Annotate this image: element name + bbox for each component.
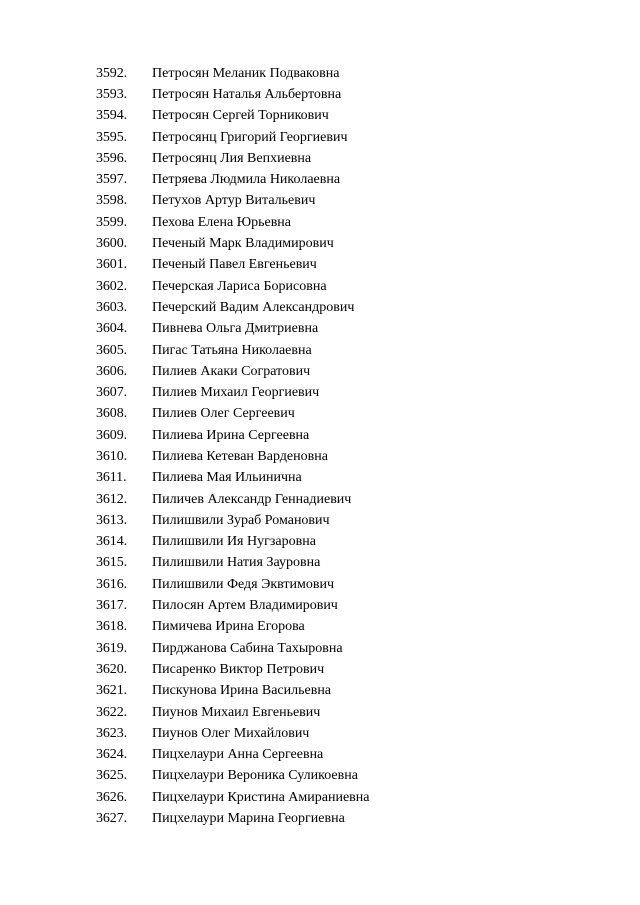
list-item — [96, 255, 370, 276]
entry-number: 3594. — [96, 108, 128, 124]
list-item — [96, 340, 370, 361]
entry-number: 3622. — [96, 704, 128, 720]
entry-name: Пилишвили Федя Эквтимович — [152, 576, 335, 592]
entry-name: Пивнева Ольга Дмитриевна — [152, 321, 319, 337]
entry-number: 3599. — [96, 214, 128, 230]
entry-name: Пилиев Акаки Согратович — [152, 363, 311, 379]
entry-name: Петухов Артур Витальевич — [152, 193, 316, 209]
list-item — [96, 212, 370, 233]
entry-number: 3613. — [96, 512, 128, 528]
list-item — [96, 63, 370, 84]
entry-number: 3592. — [96, 65, 128, 81]
entry-number: 3608. — [96, 406, 128, 422]
list-item — [96, 595, 370, 616]
entry-name: Петросян Сергей Торникович — [152, 108, 329, 124]
entry-name: Пицхелаури Вероника Суликоевна — [152, 768, 358, 784]
entry-name: Пицхелаури Анна Сергеевна — [152, 747, 324, 763]
entry-number: 3612. — [96, 491, 128, 507]
list-item — [96, 404, 370, 425]
entry-number: 3625. — [96, 768, 128, 784]
entry-name: Петросян Наталья Альбертовна — [152, 86, 342, 102]
entry-number: 3602. — [96, 278, 128, 294]
entry-name: Пиунов Михаил Евгеньевич — [152, 704, 321, 720]
list-item — [96, 169, 370, 190]
entry-number: 3619. — [96, 640, 128, 656]
list-item — [96, 702, 370, 723]
entry-name: Пискунова Ирина Васильевна — [152, 683, 332, 699]
entry-number: 3604. — [96, 321, 128, 337]
list-item — [96, 532, 370, 553]
entry-number: 3626. — [96, 789, 128, 805]
list-item — [96, 681, 370, 702]
entry-name: Петросянц Лия Вепхиевна — [152, 150, 312, 166]
entry-name: Пиунов Олег Михайлович — [152, 725, 310, 741]
list-item — [96, 276, 370, 297]
entry-name: Пилиева Кетеван Варденовна — [152, 448, 328, 464]
list-item — [96, 489, 370, 510]
list-item — [96, 574, 370, 595]
list-item — [96, 425, 370, 446]
entry-number: 3603. — [96, 299, 128, 315]
entry-name: Петросян Меланик Подваковна — [152, 65, 340, 81]
name-list — [96, 63, 370, 830]
entry-number: 3610. — [96, 448, 128, 464]
entry-name: Пицхелаури Кристина Амираниевна — [152, 789, 370, 805]
entry-number: 3624. — [96, 747, 128, 763]
entry-number: 3593. — [96, 86, 128, 102]
entry-number: 3623. — [96, 725, 128, 741]
entry-name: Пилиева Мая Ильинична — [152, 470, 302, 486]
entry-name: Пилишвили Натия Зауровна — [152, 555, 321, 571]
entry-number: 3615. — [96, 555, 128, 571]
list-item — [96, 510, 370, 531]
entry-name: Писаренко Виктор Петрович — [152, 661, 325, 677]
list-item — [96, 787, 370, 808]
entry-number: 3616. — [96, 576, 128, 592]
entry-name: Пимичева Ирина Егорова — [152, 619, 305, 635]
entry-name: Пилишвили Ия Нугзаровна — [152, 534, 316, 550]
entry-name: Пилосян Артем Владимирович — [152, 598, 338, 614]
entry-name: Пилиева Ирина Сергеевна — [152, 427, 310, 443]
entry-number: 3595. — [96, 129, 128, 145]
entry-number: 3606. — [96, 363, 128, 379]
entry-name: Пилишвили Зураб Романович — [152, 512, 330, 528]
list-item — [96, 319, 370, 340]
list-item — [96, 361, 370, 382]
list-item — [96, 446, 370, 467]
entry-number: 3627. — [96, 811, 128, 827]
entry-number: 3597. — [96, 172, 128, 188]
list-item — [96, 382, 370, 403]
entry-name: Петросянц Григорий Георгиевич — [152, 129, 348, 145]
entry-name: Печерская Лариса Борисовна — [152, 278, 327, 294]
entry-number: 3611. — [96, 470, 127, 486]
entry-number: 3596. — [96, 150, 128, 166]
entry-name: Пилиев Олег Сергеевич — [152, 406, 295, 422]
entry-number: 3609. — [96, 427, 128, 443]
list-item — [96, 617, 370, 638]
entry-number: 3620. — [96, 661, 128, 677]
entry-number: 3600. — [96, 236, 128, 252]
entry-name: Печеный Марк Владимирович — [152, 236, 334, 252]
entry-name: Печеный Павел Евгеньевич — [152, 257, 317, 273]
entry-number: 3605. — [96, 342, 128, 358]
list-item — [96, 553, 370, 574]
entry-name: Пирджанова Сабина Тахыровна — [152, 640, 343, 656]
entry-number: 3607. — [96, 385, 128, 401]
list-item — [96, 745, 370, 766]
entry-name: Пиличев Александр Геннадиевич — [152, 491, 352, 507]
list-item — [96, 766, 370, 787]
list-item — [96, 106, 370, 127]
list-item — [96, 297, 370, 318]
list-item — [96, 84, 370, 105]
list-item — [96, 233, 370, 254]
entry-name: Пилиев Михаил Георгиевич — [152, 385, 320, 401]
list-item — [96, 191, 370, 212]
entry-number: 3617. — [96, 598, 128, 614]
list-item — [96, 638, 370, 659]
list-item — [96, 808, 370, 829]
list-item — [96, 127, 370, 148]
entry-number: 3614. — [96, 534, 128, 550]
entry-name: Петряева Людмила Николаевна — [152, 172, 341, 188]
entry-number: 3601. — [96, 257, 128, 273]
list-item — [96, 659, 370, 680]
entry-name: Печерский Вадим Александрович — [152, 299, 355, 315]
entry-number: 3618. — [96, 619, 128, 635]
list-item — [96, 468, 370, 489]
list-item — [96, 148, 370, 169]
entry-name: Пигас Татьяна Николаевна — [152, 342, 312, 358]
entry-number: 3598. — [96, 193, 128, 209]
list-item — [96, 723, 370, 744]
entry-name: Пицхелаури Марина Георгиевна — [152, 811, 345, 827]
entry-name: Пехова Елена Юрьевна — [152, 214, 292, 230]
entry-number: 3621. — [96, 683, 128, 699]
